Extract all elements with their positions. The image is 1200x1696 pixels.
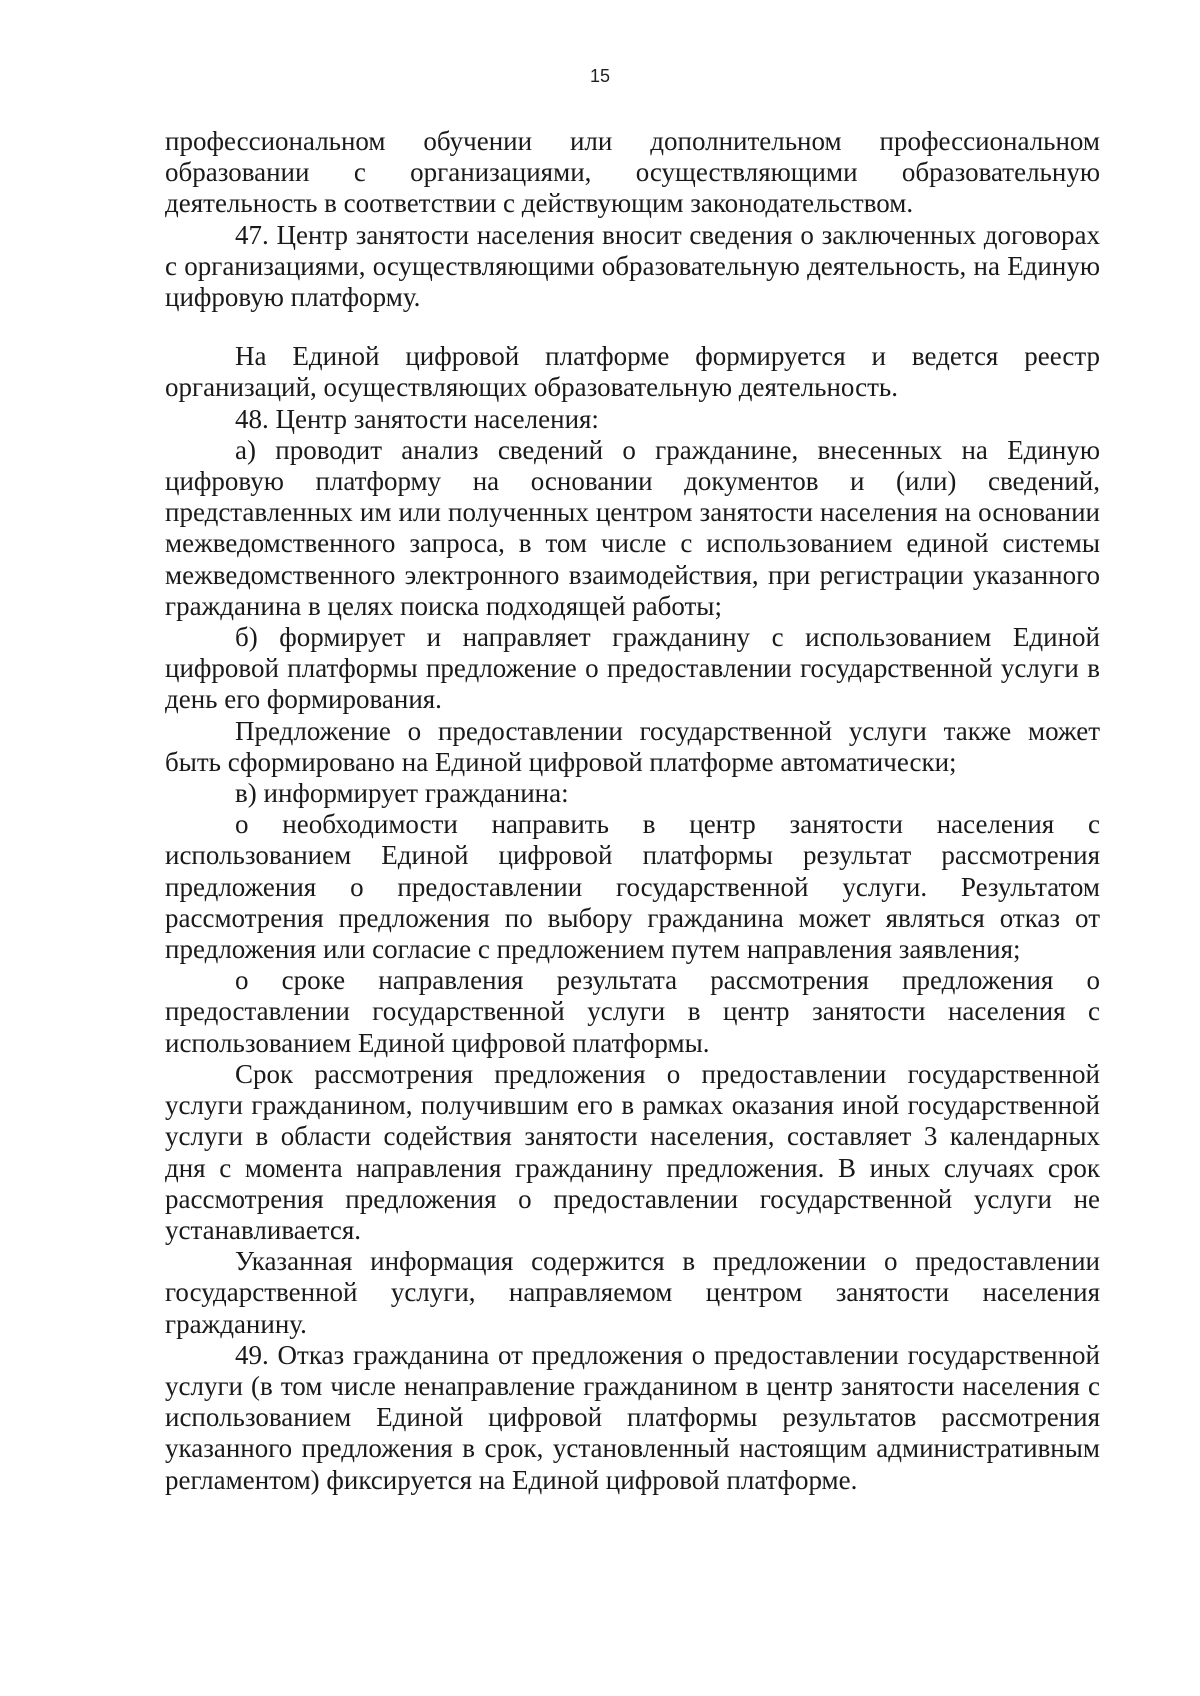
- paragraph-auto-offer: Предложение о предоставлении государственной услуги также может быть сформировано на Единой цифровой платформе автоматически;: [165, 715, 1100, 777]
- paragraph-review-period: Срок рассмотрения предложения о предоставлении государственной услуги гражданином, получившим его в рамках оказания иной государственной услуги в области содействия занятости населения, составляет 3 календарных дня с момента направления гражданину предложения. В иных случаях срок рассмотрения предложения о предоставлении государственной услуги не устанавливается.: [165, 1058, 1100, 1245]
- page-number: 15: [589, 66, 611, 86]
- paragraph-item-48-b: б) формирует и направляет гражданину с использованием Единой цифровой платформы предложение о предоставлении государственной услуги в день его формирования.: [165, 622, 1100, 715]
- paragraph-continuation: профессиональном обучении или дополнительном профессиональном образовании с организациями, осуществляющими образовательную деятельность в соответствии с действующим законодательством.: [165, 126, 1100, 219]
- paragraph-item-48: 48. Центр занятости населения:: [235, 403, 599, 434]
- paragraph-item-48-v: в) информирует гражданина:: [235, 778, 569, 809]
- paragraph-item-48-a: а) проводит анализ сведений о гражданине, внесенных на Единую цифровую платформу на основании документов и (или) сведений, представленных им или полученных центром занятости населения на основании межведомственного запроса, в том числе с использованием единой системы межведомственного электронного взаимодействия, при регистрации указанного гражданина в целях поиска подходящей работы;: [165, 434, 1100, 621]
- paragraph-deadline: о сроке направления результата рассмотрения предложения о предоставлении государственной услуги в центр занятости населения с использованием Единой цифровой платформы.: [165, 965, 1100, 1058]
- paragraph-item-49: 49. Отказ гражданина от предложения о предоставлении государственной услуги (в том числе ненаправление гражданином в центр занятости населения с использованием Единой цифровой платформы результатов рассмотрения указанного предложения в срок, установленный настоящим административным регламентом) фиксируется на Единой цифровой платформе.: [165, 1339, 1100, 1495]
- paragraph-necessity: о необходимости направить в центр занятости населения с использованием Единой цифровой платформы результат рассмотрения предложения о предоставлении государственной услуги. Результатом рассмотрения предложения по выбору гражданина может являться отказ от предложения или согласие с предложением путем направления заявления;: [165, 809, 1100, 965]
- paragraph-registry: На Единой цифровой платформе формируется и ведется реестр организаций, осуществляющих образовательную деятельность.: [165, 341, 1100, 403]
- paragraph-info-contained: Указанная информация содержится в предложении о предоставлении государственной услуги, направляемом центром занятости населения гражданину.: [165, 1246, 1100, 1339]
- paragraph-item-47: 47. Центр занятости населения вносит сведения о заключенных договорах с организациями, осуществляющими образовательную деятельность, на Единую цифровую платформу.: [165, 219, 1100, 313]
- document-body: [165, 126, 1100, 1496]
